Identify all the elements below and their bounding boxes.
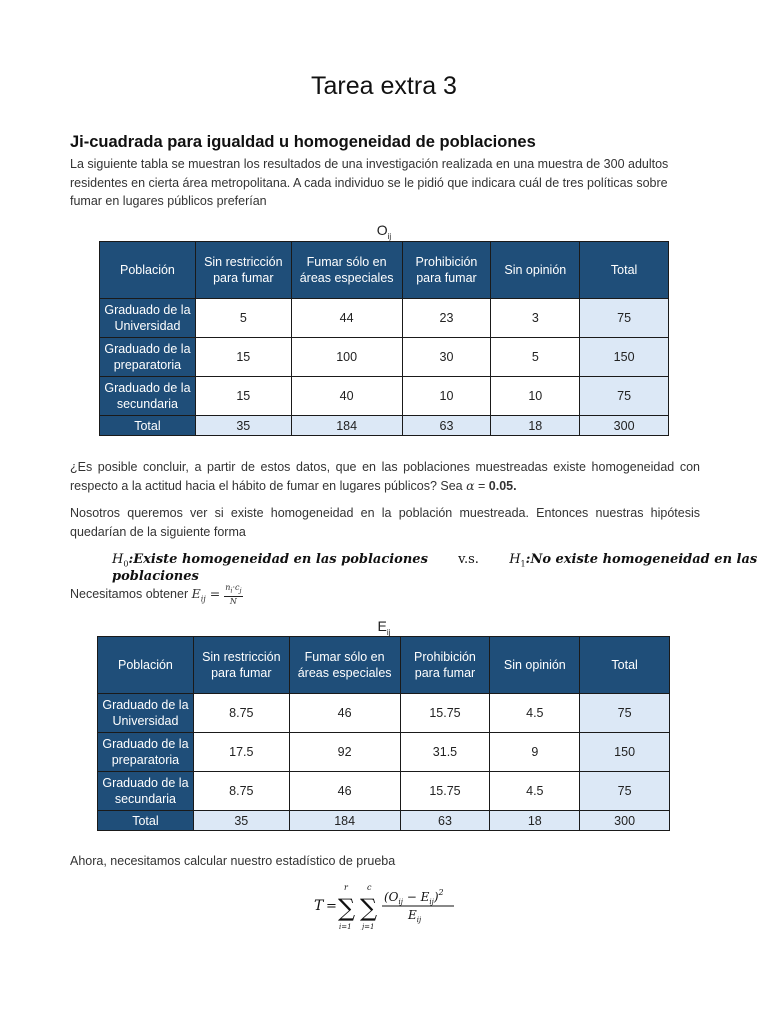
- header-cell: Fumar sólo en áreas especiales: [289, 637, 400, 694]
- table-cell: 31.5: [400, 733, 490, 772]
- formula-r: r: [344, 883, 348, 892]
- formula-i1: i=1: [339, 923, 352, 930]
- eij-fraction: [224, 583, 242, 606]
- header-cell: Población: [100, 242, 196, 299]
- table-cell: 15.75: [400, 772, 490, 811]
- intro-paragraph: La siguiente tabla se muestran los resultados de una investigación realizada en una muestra de 300 adultos residentes en cierta área metropolitana. A cada individuo se le pidió que indicara cuál de tres políticas sobre fumar en lugares públicos preferían: [70, 157, 669, 208]
- formula-den-sub: ij: [416, 916, 422, 924]
- eij-num-sub-j: j: [239, 586, 242, 595]
- column-total-cell: 35: [193, 811, 289, 831]
- page-title: Tarea extra 3: [311, 72, 457, 100]
- formula-equals: =: [326, 899, 337, 914]
- table-header-row: [100, 242, 669, 299]
- table-row: [98, 772, 670, 811]
- formula-num-sub: ij: [398, 898, 403, 906]
- table-cell: 3: [491, 299, 580, 338]
- versus-label: v.s.: [458, 552, 479, 567]
- eij-denominator: N: [229, 596, 237, 606]
- table-cell: 10: [491, 377, 580, 416]
- header-cell: Población: [98, 637, 194, 694]
- observed-table-caption: [0, 222, 768, 241]
- question-text: ¿Es posible concluir, a partir de estos datos, que en las poblaciones muestreadas existe homogeneidad con respecto a la actitud hacia el hábito de fumar en lugares públicos? Sea: [70, 460, 700, 493]
- table-cell: 92: [289, 733, 400, 772]
- header-cell: Prohibición para fumar: [400, 637, 490, 694]
- table-cell: 8.75: [193, 772, 289, 811]
- total-row: [100, 416, 669, 436]
- eij-lhs-sub: ij: [200, 594, 206, 604]
- hypotheses-line: [112, 552, 768, 584]
- section-heading: Ji-cuadrada para igualdad u homogeneidad de poblaciones: [70, 133, 536, 151]
- table-header-row: [98, 637, 670, 694]
- table-cell: 8.75: [193, 694, 289, 733]
- h0-symbol: H: [112, 552, 124, 567]
- header-cell: Sin opinión: [491, 242, 580, 299]
- formula-den-e: E: [408, 908, 417, 922]
- header-cell: Sin restricción para fumar: [193, 637, 289, 694]
- table-cell: 5: [195, 299, 291, 338]
- expected-frequency-table: [97, 636, 670, 831]
- table-row: [98, 733, 670, 772]
- expected-table-caption: [0, 618, 768, 637]
- formula-num-o: (O: [384, 890, 399, 904]
- header-cell: Total: [580, 637, 670, 694]
- table-row: [100, 338, 669, 377]
- table-cell: 17.5: [193, 733, 289, 772]
- table-cell: 15: [195, 377, 291, 416]
- table-cell: 4.5: [490, 772, 580, 811]
- h0-statement: :Existe homogeneidad en las poblaciones: [128, 552, 428, 567]
- row-total-cell: 75: [580, 694, 670, 733]
- header-cell: Sin restricción para fumar: [195, 242, 291, 299]
- eij-num-n: n: [225, 583, 231, 592]
- table-cell: 15: [195, 338, 291, 377]
- grand-total-cell: 300: [580, 416, 669, 436]
- column-total-cell: 18: [490, 811, 580, 831]
- alpha-value: 0.05.: [488, 478, 517, 493]
- table-cell: 23: [402, 299, 491, 338]
- table-row: [98, 694, 670, 733]
- column-total-cell: 63: [402, 416, 491, 436]
- grand-total-cell: 300: [580, 811, 670, 831]
- eij-lhs: E: [191, 585, 201, 601]
- column-total-cell: 63: [400, 811, 490, 831]
- eij-num-sub-i: i: [230, 586, 233, 595]
- table-cell: 15.75: [400, 694, 490, 733]
- row-total-cell: 75: [580, 299, 669, 338]
- row-label: Graduado de la secundaria: [100, 377, 196, 416]
- observed-caption-sub: ij: [387, 231, 392, 241]
- formula-num-close: ): [433, 890, 439, 904]
- table-cell: 30: [402, 338, 491, 377]
- table-row: [100, 377, 669, 416]
- header-cell: Prohibición para fumar: [402, 242, 491, 299]
- eij-formula: [191, 583, 243, 606]
- formula-numerator: [384, 888, 444, 906]
- table-cell: 5: [491, 338, 580, 377]
- expected-caption-sub: ij: [386, 627, 391, 637]
- column-total-cell: 184: [289, 811, 400, 831]
- h1-sub: 1: [520, 559, 526, 569]
- h1-statement: :No existe homogeneidad en las poblaciones: [112, 552, 758, 584]
- header-cell: Fumar sólo en áreas especiales: [291, 242, 402, 299]
- h0-sub: 0: [123, 559, 129, 569]
- table-cell: 40: [291, 377, 402, 416]
- row-total-cell: 150: [580, 733, 670, 772]
- row-total-cell: 75: [580, 377, 669, 416]
- table-cell: 10: [402, 377, 491, 416]
- row-label: Graduado de la Universidad: [100, 299, 196, 338]
- formula-num-sub2: ij: [429, 898, 434, 906]
- formula-t: T: [314, 898, 324, 914]
- h1-symbol: H: [509, 552, 521, 567]
- need-paragraph: [70, 583, 700, 609]
- total-row: [98, 811, 670, 831]
- hypothesis-paragraph: Nosotros queremos ver si existe homogeneidad en la población muestreada. Entonces nuestras hipótesis quedarían de la siguiente forma: [70, 506, 700, 539]
- row-total-cell: 75: [580, 772, 670, 811]
- row-label: Total: [98, 811, 194, 831]
- row-label: Graduado de la preparatoria: [98, 733, 194, 772]
- row-label: Total: [100, 416, 196, 436]
- question-paragraph: [70, 458, 700, 495]
- formula-denominator: [407, 908, 422, 924]
- eij-eq: =: [205, 585, 225, 601]
- formula-sigma-j: ∑: [360, 894, 378, 922]
- row-label: Graduado de la Universidad: [98, 694, 194, 733]
- eij-num-dot: ·: [232, 583, 236, 592]
- table-cell: 44: [291, 299, 402, 338]
- column-total-cell: 35: [195, 416, 291, 436]
- formula-c: c: [367, 883, 372, 892]
- column-total-cell: 184: [291, 416, 402, 436]
- alpha-equals: =: [474, 478, 489, 493]
- expected-caption-main: E: [377, 618, 387, 634]
- formula-sigma-i: ∑: [338, 894, 356, 922]
- formula-num-minus: − E: [402, 890, 430, 904]
- column-total-cell: 18: [491, 416, 580, 436]
- table-cell: 4.5: [490, 694, 580, 733]
- need-text: Necesitamos obtener: [70, 586, 189, 601]
- row-total-cell: 150: [580, 338, 669, 377]
- alpha-symbol: α: [466, 477, 475, 493]
- formula-j1: j=1: [362, 923, 375, 930]
- test-statistic-formula: [312, 880, 462, 930]
- observed-caption-main: O: [376, 222, 388, 238]
- row-label: Graduado de la preparatoria: [100, 338, 196, 377]
- eij-num-c: c: [235, 583, 240, 592]
- statistic-paragraph: Ahora, necesitamos calcular nuestro estadístico de prueba: [70, 854, 396, 868]
- header-cell: Total: [580, 242, 669, 299]
- eij-numerator: [224, 583, 242, 597]
- table-cell: 46: [289, 694, 400, 733]
- observed-frequency-table: [99, 241, 669, 436]
- header-cell: Sin opinión: [490, 637, 580, 694]
- table-cell: 46: [289, 772, 400, 811]
- formula-num-square: 2: [438, 888, 444, 897]
- table-row: [100, 299, 669, 338]
- table-cell: 9: [490, 733, 580, 772]
- table-cell: 100: [291, 338, 402, 377]
- row-label: Graduado de la secundaria: [98, 772, 194, 811]
